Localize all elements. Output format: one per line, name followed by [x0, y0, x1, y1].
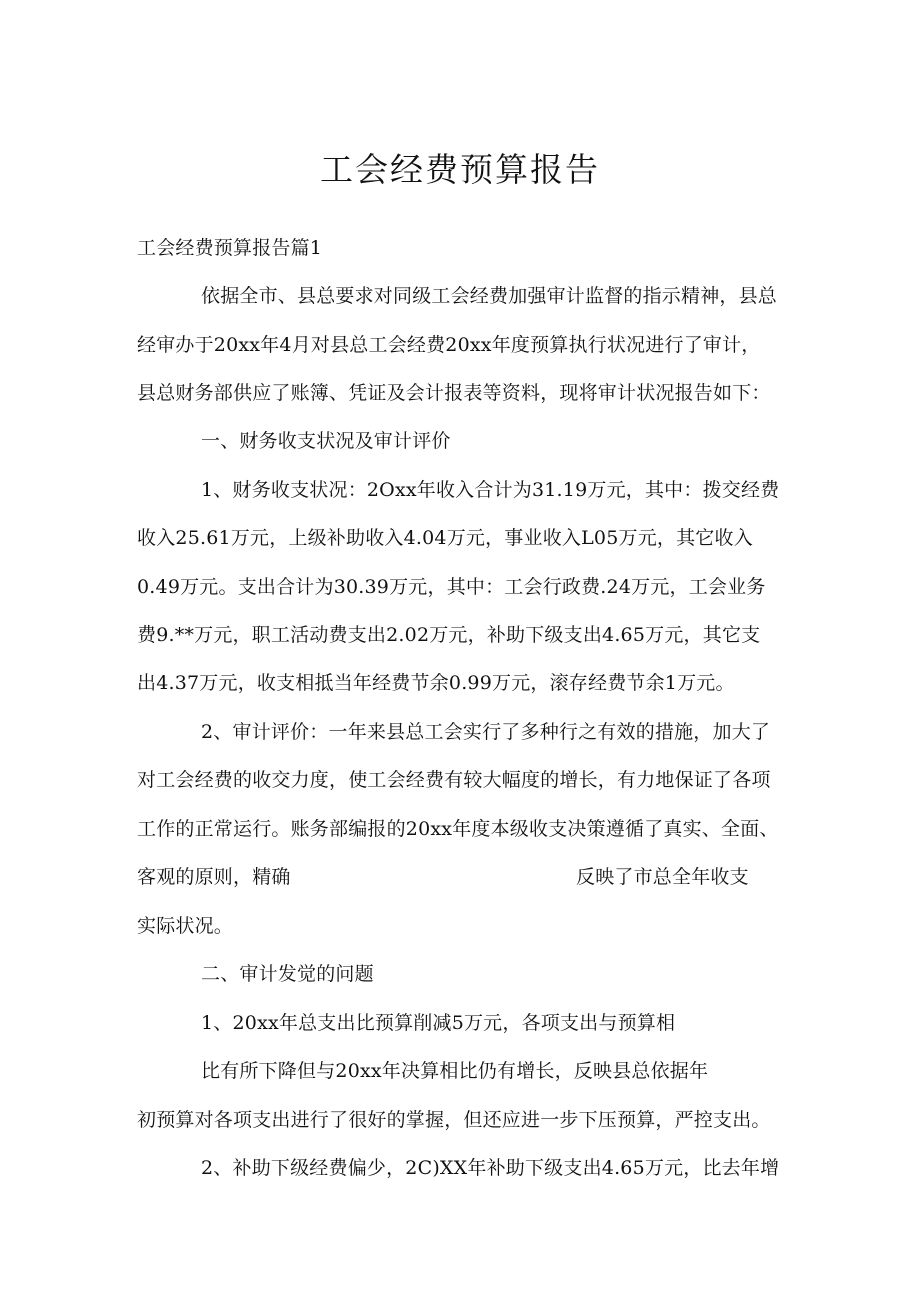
text-line: 1、财务收支状况：2Oxx年收入合计为31.19万元，其中：拨交经费: [201, 479, 780, 501]
text-line: 初预算对各项支出进行了很好的掌握，但还应进一步下压预算，严控支出。: [137, 1109, 771, 1131]
section-heading: 一、财务收支状况及审计评价: [201, 430, 451, 452]
text-line: 0.49万元。支出合计为30.39万元，其中：工会行政费.24万元，工会业务: [137, 576, 766, 598]
text-line: 依据全市、县总要求对同级工会经费加强审计监督的指示精神，县总: [201, 285, 778, 307]
text-line: 2、审计评价：一年来县总工会实行了多种行之有效的措施，加大了: [201, 721, 771, 743]
text-line: 客观的原则，精确: [137, 866, 291, 888]
section-subtitle: 工会经费预算报告篇1: [137, 237, 323, 259]
text-line: 出4.37万元，收支相抵当年经费节余0.99万元，滚存经费节余1万元。: [137, 672, 735, 694]
page-title: 工会经费预算报告: [320, 150, 600, 189]
text-line: 县总财务部供应了账簿、凭证及会计报表等资料，现将审计状况报告如下：: [137, 382, 771, 404]
section-heading: 二、审计发觉的问题: [201, 963, 374, 985]
text-line: 工作的正常运行。账务部编报的20xx年度本级收支决策遵循了真实、全面、: [137, 818, 779, 840]
text-line: 实际状况。: [137, 915, 234, 937]
text-line: 收入25.61万元，上级补助收入4.04万元，事业收入L05万元，其它收入: [137, 527, 753, 549]
text-line: 费9.**万元，职工活动费支出2.02万元，补助下级支出4.65万元，其它支: [137, 624, 761, 646]
text-line: 比有所下降但与20xx年决算相比仍有增长，反映县总依据年: [201, 1060, 709, 1082]
text-line: 2、补助下级经费偏少，2C)XX年补助下级支出4.65万元，比去年增: [201, 1157, 780, 1179]
text-line-fragment: 反映了市总全年收支: [576, 866, 749, 888]
text-line: 对工会经费的收交力度，使工会经费有较大幅度的增长，有力地保证了各项: [137, 769, 771, 791]
text-line: 经审办于20xx年4月对县总工会经费20xx年度预算执行状况进行了审计，: [137, 334, 761, 356]
text-line: 1、20xx年总支出比预算削减5万元，各项支出与预算相: [201, 1012, 676, 1034]
